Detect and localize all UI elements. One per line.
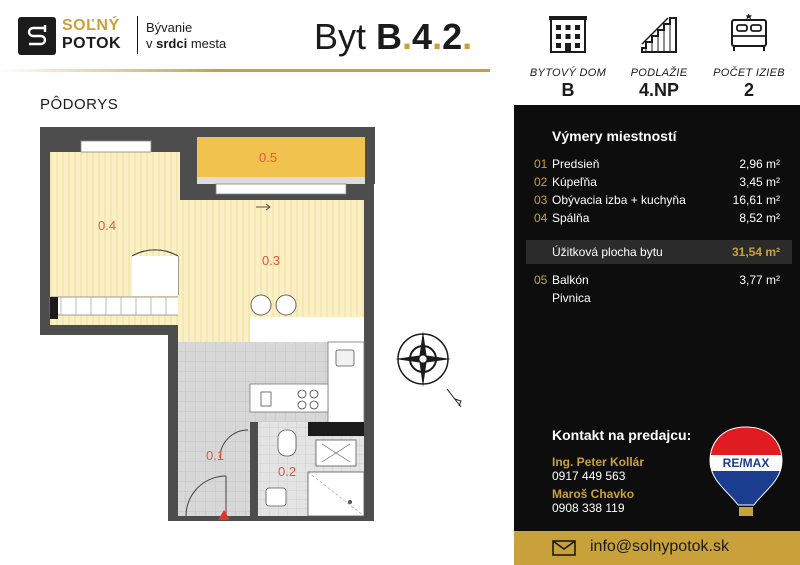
brand-name-line1: SOĽNÝ [62, 17, 120, 34]
tagline-line2: v srdci mesta [146, 36, 227, 51]
info-building [523, 14, 613, 101]
brand-logo-mark [18, 17, 56, 55]
agent-name: Ing. Peter Kollár [552, 455, 645, 469]
header-gold-rule [0, 69, 490, 72]
washbasin-icon [266, 488, 286, 506]
brand-name-line2: POTOK [62, 35, 122, 52]
tagline-line1: Bývanie [146, 20, 193, 35]
info-floor-value: 4.NP [638, 80, 680, 100]
areas-list [534, 157, 780, 229]
areas-heading: Výmery miestností [552, 128, 677, 144]
mail-icon [552, 540, 576, 556]
info-floor [614, 14, 704, 101]
header-divider [137, 16, 138, 54]
toilet-icon [278, 430, 296, 456]
total-area-row [526, 240, 792, 264]
living-window [216, 184, 346, 194]
contact-email-link[interactable]: info@solnypotok.sk [590, 538, 729, 555]
room-label-0.2: 0.2 [278, 464, 297, 479]
info-rooms-value: 2 [743, 80, 754, 100]
room-label-0.4: 0.4 [98, 218, 117, 233]
logo-s-icon [25, 22, 49, 50]
area-row: 03 Obývacia izba + kuchyňa 16,61 m² [534, 193, 780, 207]
sink-icon [336, 350, 354, 366]
room-label-0.5: 0.5 [259, 150, 278, 165]
wardrobe [50, 297, 180, 315]
dining-table [250, 317, 364, 345]
room-label-0.3: 0.3 [262, 253, 281, 268]
total-area-label: Úžitková plocha bytu [552, 245, 663, 259]
info-panel [514, 105, 800, 565]
email-bar [514, 531, 800, 565]
room-label-0.1: 0.1 [206, 448, 225, 463]
chair-1 [251, 295, 271, 315]
floor-plan-heading: PÔDORYS [40, 96, 119, 113]
apartment-title: Byt B.4.2. [314, 16, 473, 57]
floor-plan [36, 122, 396, 522]
info-building-label: BYTOVÝ DOM [529, 67, 607, 79]
info-rooms [704, 14, 794, 101]
info-rooms-label: POČET IZIEB [713, 67, 785, 79]
area-row: 01 Predsieň 2,96 m² [534, 157, 780, 171]
stairs-icon [638, 14, 680, 54]
bedroom-window [81, 141, 151, 152]
brand-name [62, 17, 121, 53]
building-icon [547, 14, 589, 54]
contact-heading: Kontakt na predajcu: [552, 427, 692, 443]
bed-icon [728, 14, 770, 54]
total-area-value: 31,54 m² [731, 245, 780, 259]
agent-phone[interactable]: 0917 449 563 [552, 469, 626, 483]
area-row: Pivnica [552, 291, 591, 305]
area-row: 05 Balkón 3,77 m² [534, 273, 780, 287]
svg-text:RE/MAX: RE/MAX [722, 456, 770, 470]
contact-list [552, 455, 644, 519]
compass-icon [393, 327, 473, 417]
brand-tagline [146, 20, 226, 52]
remax-balloon-logo [708, 425, 784, 520]
area-row: 04 Spálňa 8,52 m² [534, 211, 780, 225]
agent-name: Maroš Chavko [552, 487, 635, 501]
chair-2 [276, 295, 296, 315]
balcony-rail [197, 177, 365, 184]
info-building-value: B [561, 80, 575, 100]
extra-areas-list [534, 273, 780, 309]
room-0.5-floor [197, 137, 365, 177]
agent-phone[interactable]: 0908 338 119 [552, 501, 625, 515]
area-row: 02 Kúpeľňa 3,45 m² [534, 175, 780, 189]
info-floor-label: PODLAŽIE [630, 67, 688, 79]
